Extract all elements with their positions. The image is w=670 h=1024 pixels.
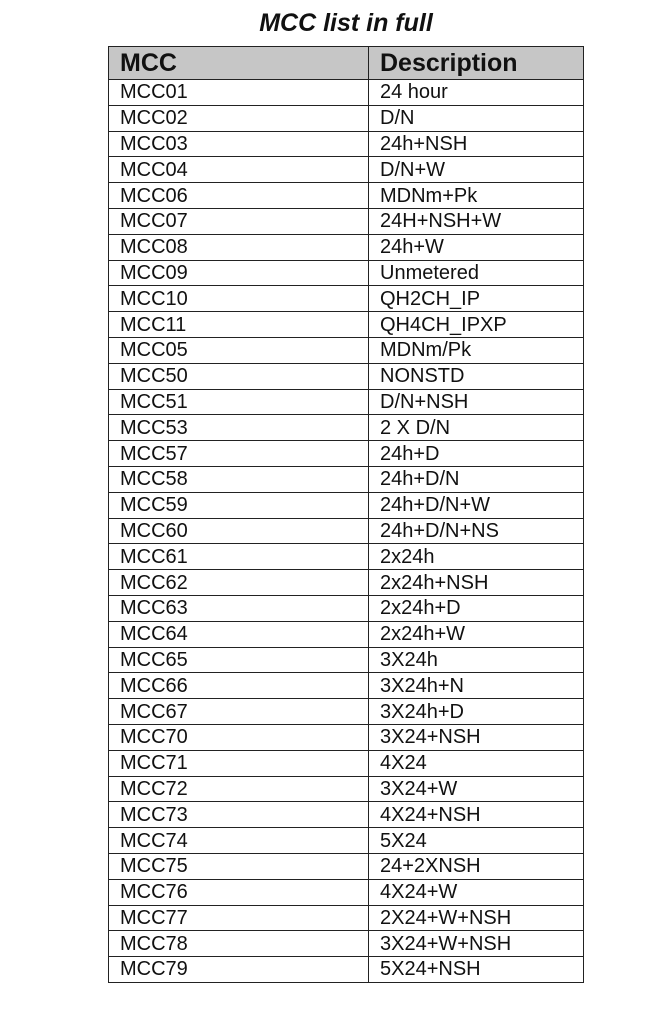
table-row — [109, 208, 584, 234]
description-cell: D/N+W — [369, 157, 584, 183]
table-row — [109, 234, 584, 260]
table-row — [109, 492, 584, 518]
table-row — [109, 647, 584, 673]
description-cell: 3X24h+N — [369, 673, 584, 699]
table-row — [109, 544, 584, 570]
description-cell: 2x24h+NSH — [369, 570, 584, 596]
mcc-code-cell: MCC59 — [109, 492, 369, 518]
description-cell: 24h+D — [369, 441, 584, 467]
mcc-code-cell: MCC65 — [109, 647, 369, 673]
mcc-code-cell: MCC07 — [109, 208, 369, 234]
mcc-code-cell: MCC64 — [109, 621, 369, 647]
mcc-code-cell: MCC06 — [109, 183, 369, 209]
mcc-code-cell: MCC01 — [109, 80, 369, 106]
table-row — [109, 750, 584, 776]
description-cell: Unmetered — [369, 260, 584, 286]
table-row — [109, 286, 584, 312]
mcc-code-cell: MCC51 — [109, 389, 369, 415]
description-cell: 4X24 — [369, 750, 584, 776]
description-cell: 3X24h+D — [369, 699, 584, 725]
mcc-code-cell: MCC62 — [109, 570, 369, 596]
mcc-code-cell: MCC60 — [109, 518, 369, 544]
description-cell: 3X24+W — [369, 776, 584, 802]
table-row — [109, 415, 584, 441]
description-cell: MDNm+Pk — [369, 183, 584, 209]
table-row — [109, 570, 584, 596]
mcc-code-cell: MCC66 — [109, 673, 369, 699]
table-row — [109, 724, 584, 750]
mcc-code-cell: MCC11 — [109, 312, 369, 338]
mcc-code-cell: MCC50 — [109, 363, 369, 389]
table-row — [109, 260, 584, 286]
description-cell: NONSTD — [369, 363, 584, 389]
mcc-code-cell: MCC04 — [109, 157, 369, 183]
description-cell: QH4CH_IPXP — [369, 312, 584, 338]
mcc-code-cell: MCC78 — [109, 931, 369, 957]
table-row — [109, 441, 584, 467]
description-cell: 2x24h — [369, 544, 584, 570]
mcc-code-cell: MCC67 — [109, 699, 369, 725]
description-cell: 5X24 — [369, 828, 584, 854]
description-cell: 24h+D/N+NS — [369, 518, 584, 544]
mcc-code-cell: MCC10 — [109, 286, 369, 312]
description-cell: 3X24h — [369, 647, 584, 673]
mcc-code-cell: MCC79 — [109, 957, 369, 983]
mcc-code-cell: MCC74 — [109, 828, 369, 854]
mcc-code-cell: MCC63 — [109, 595, 369, 621]
mcc-code-cell: MCC08 — [109, 234, 369, 260]
description-cell: 4X24+NSH — [369, 802, 584, 828]
description-cell: 24 hour — [369, 80, 584, 106]
description-cell: 2x24h+W — [369, 621, 584, 647]
table-row — [109, 931, 584, 957]
description-cell: 24h+D/N — [369, 466, 584, 492]
description-cell: 24h+NSH — [369, 131, 584, 157]
mcc-code-cell: MCC57 — [109, 441, 369, 467]
table-row — [109, 905, 584, 931]
description-cell: 24h+D/N+W — [369, 492, 584, 518]
table-row — [109, 776, 584, 802]
description-cell: QH2CH_IP — [369, 286, 584, 312]
description-cell: 2x24h+D — [369, 595, 584, 621]
table-row — [109, 853, 584, 879]
description-cell: 4X24+W — [369, 879, 584, 905]
table-row — [109, 312, 584, 338]
table-row — [109, 699, 584, 725]
mcc-code-cell: MCC75 — [109, 853, 369, 879]
table-row — [109, 363, 584, 389]
table-row — [109, 879, 584, 905]
description-cell: 3X24+NSH — [369, 724, 584, 750]
description-cell: 5X24+NSH — [369, 957, 584, 983]
description-cell: 24h+W — [369, 234, 584, 260]
description-cell: 24H+NSH+W — [369, 208, 584, 234]
mcc-code-cell: MCC53 — [109, 415, 369, 441]
mcc-code-cell: MCC71 — [109, 750, 369, 776]
table-row — [109, 595, 584, 621]
mcc-code-cell: MCC02 — [109, 105, 369, 131]
description-cell: 2 X D/N — [369, 415, 584, 441]
mcc-table — [108, 46, 584, 983]
mcc-code-cell: MCC61 — [109, 544, 369, 570]
table-row — [109, 828, 584, 854]
table-row — [109, 466, 584, 492]
table-row — [109, 621, 584, 647]
table-row — [109, 518, 584, 544]
table-body — [109, 80, 584, 983]
mcc-code-cell: MCC77 — [109, 905, 369, 931]
description-cell: 3X24+W+NSH — [369, 931, 584, 957]
table-row — [109, 337, 584, 363]
table-header — [109, 47, 584, 80]
table-row — [109, 131, 584, 157]
table-row — [109, 673, 584, 699]
mcc-code-cell: MCC72 — [109, 776, 369, 802]
mcc-code-cell: MCC76 — [109, 879, 369, 905]
mcc-code-cell: MCC09 — [109, 260, 369, 286]
table-row — [109, 389, 584, 415]
page-title: MCC list in full — [259, 9, 433, 37]
table-row — [109, 157, 584, 183]
table-row — [109, 802, 584, 828]
table-row — [109, 957, 584, 983]
mcc-code-cell: MCC73 — [109, 802, 369, 828]
table-row — [109, 183, 584, 209]
description-column-header: Description — [369, 47, 584, 80]
description-cell: MDNm/Pk — [369, 337, 584, 363]
description-cell: D/N — [369, 105, 584, 131]
mcc-code-cell: MCC70 — [109, 724, 369, 750]
mcc-code-cell: MCC03 — [109, 131, 369, 157]
description-cell: 24+2XNSH — [369, 853, 584, 879]
header-row — [109, 47, 584, 80]
mcc-code-cell: MCC05 — [109, 337, 369, 363]
description-cell: 2X24+W+NSH — [369, 905, 584, 931]
description-cell: D/N+NSH — [369, 389, 584, 415]
mcc-column-header: MCC — [109, 47, 369, 80]
table-row — [109, 105, 584, 131]
mcc-code-cell: MCC58 — [109, 466, 369, 492]
table-row — [109, 80, 584, 106]
